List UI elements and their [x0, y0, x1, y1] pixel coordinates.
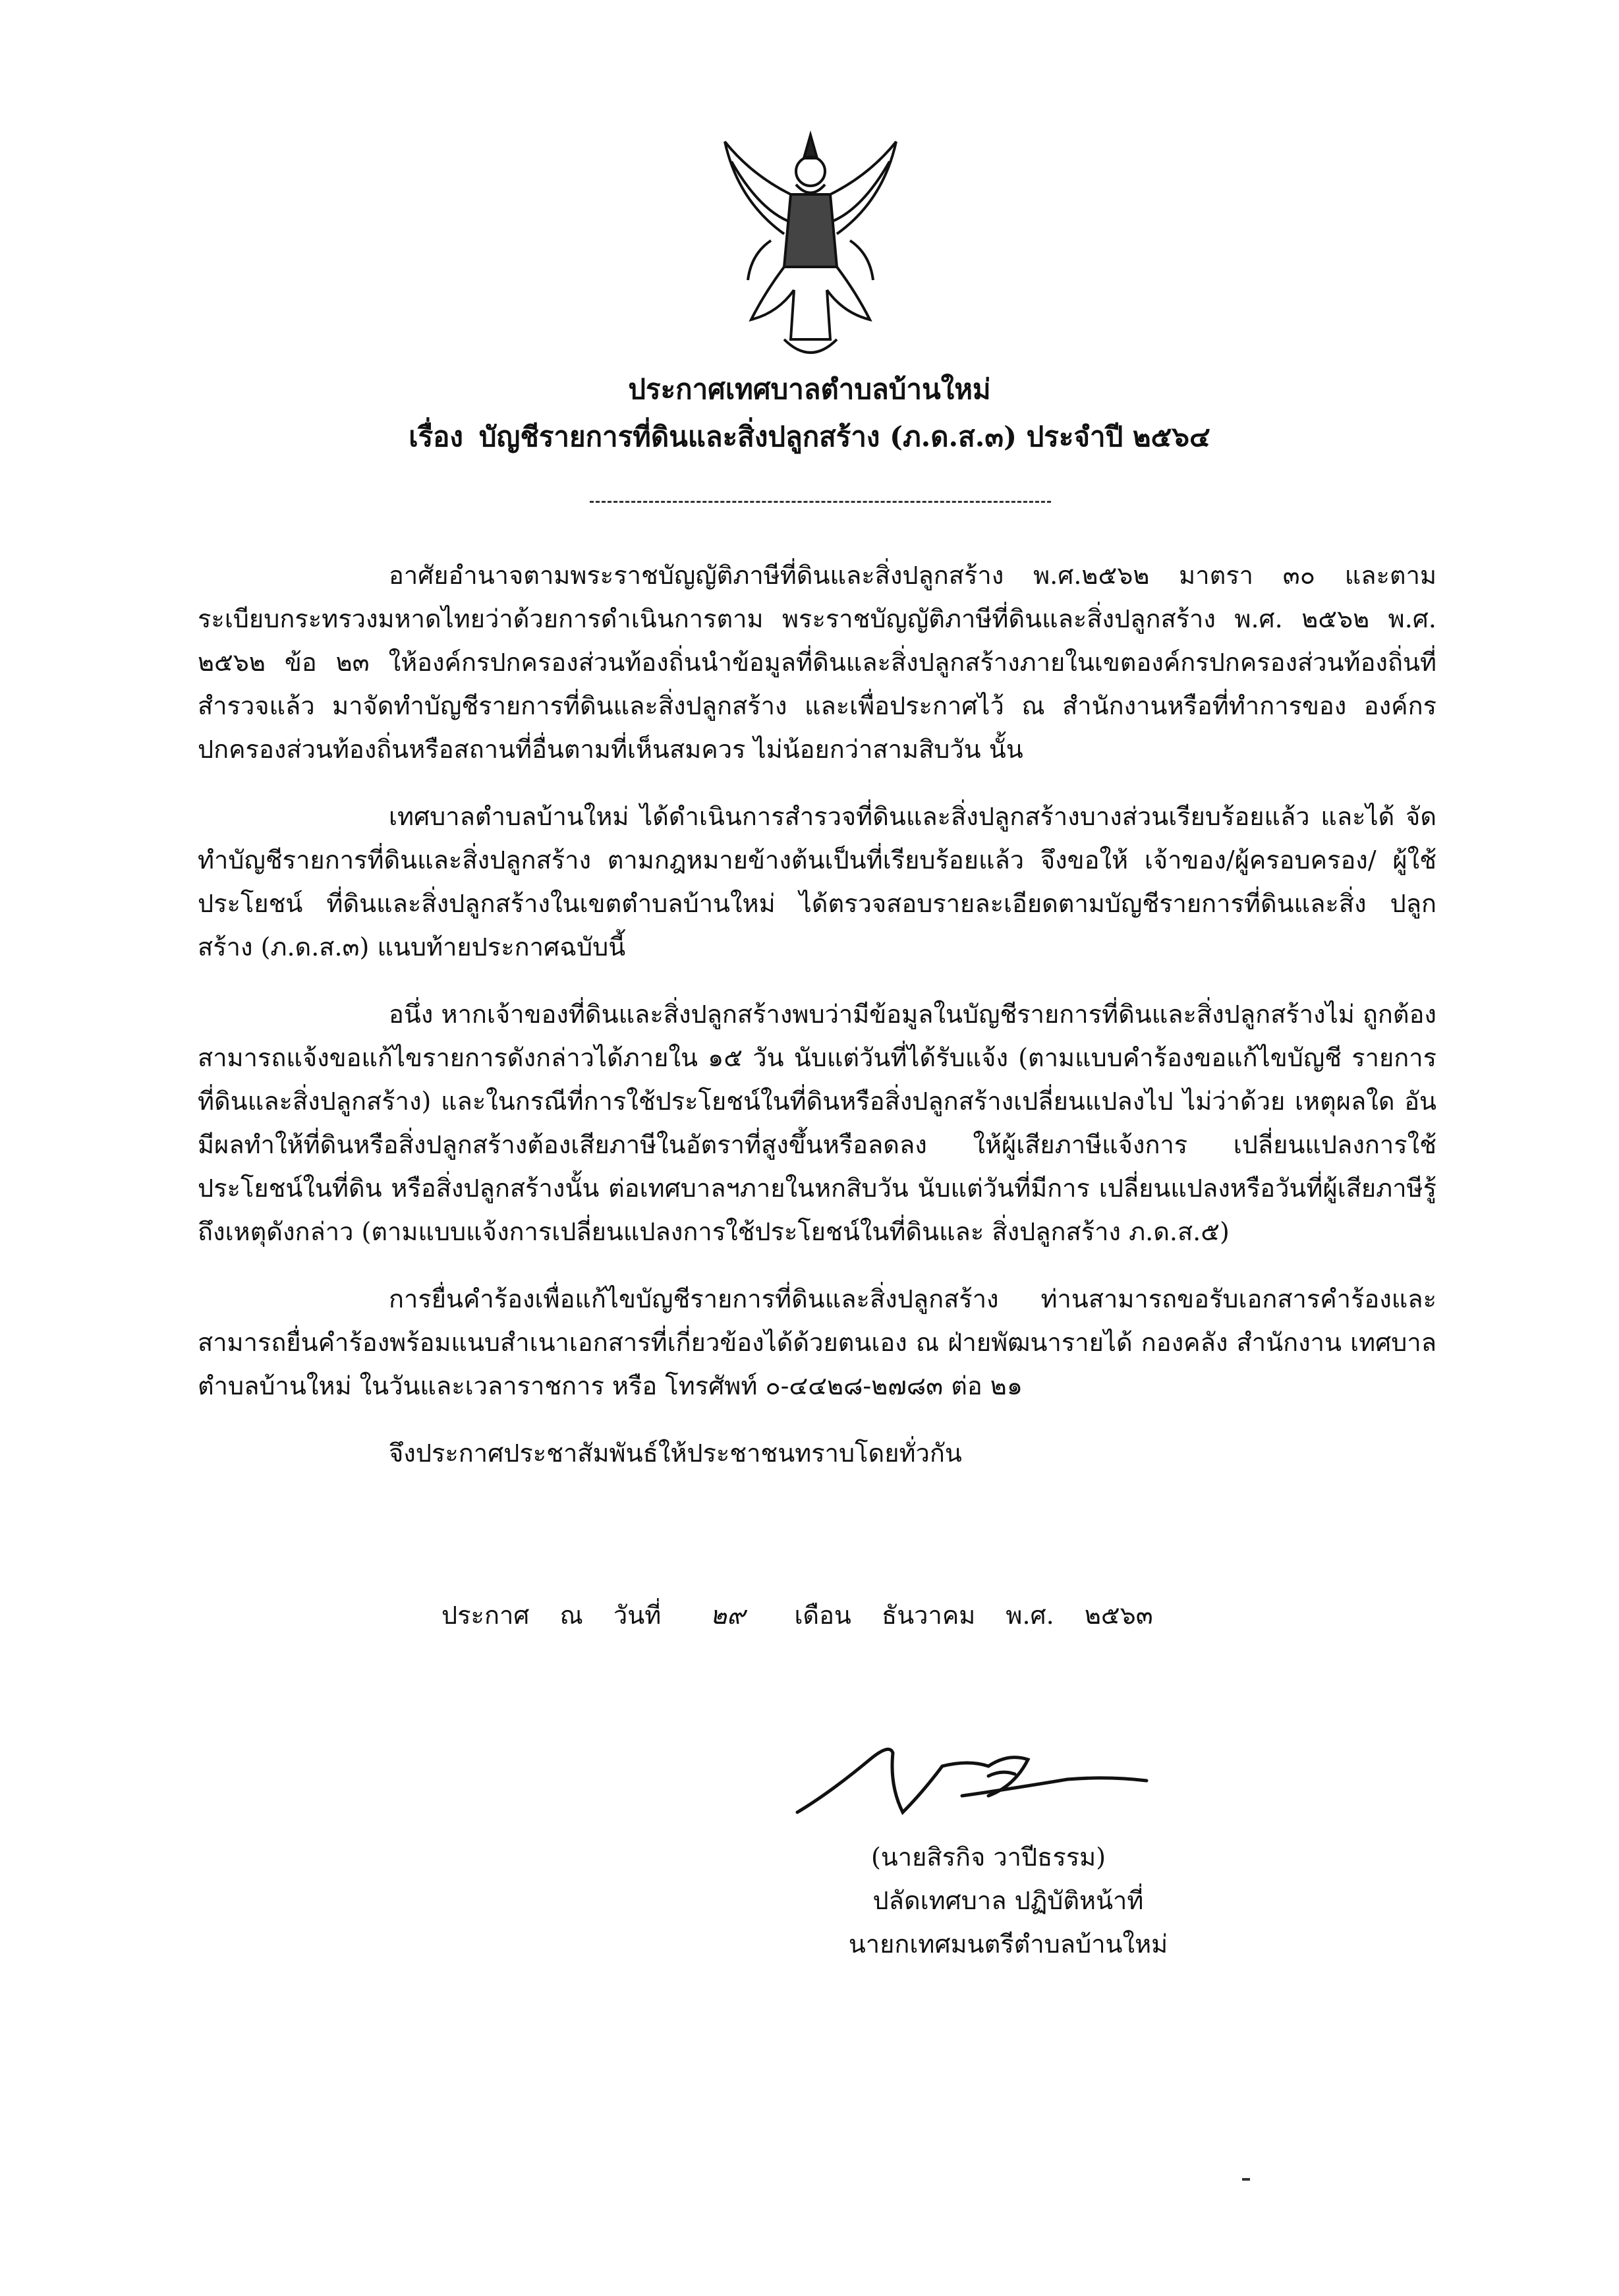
paragraph-correction: อนึ่ง หากเจ้าของที่ดินและสิ่งปลูกสร้างพบว่ามีข้อมูลในบัญชีรายการที่ดินและสิ่งปลูกสร้างไม่ ถูกต้อง สามารถแจ้งขอแก้ไขรายการดังกล่าวได้ภายใน ๑๕ วัน นับแต่วันที่ได้รับแจ้ง (ตามแบบคำร้องขอแก้ไขบัญชี รายการที่ดินและสิ่งปลูกสร้าง) และในกรณีที่การใช้ประโยชน์ในที่ดินหรือสิ่งปลูกสร้างเปลี่ยนแปลงไป ไม่ว่าด้วย เหตุผลใด อันมีผลทำให้ที่ดินหรือสิ่งปลูกสร้างต้องเสียภาษีในอัตราที่สูงขึ้นหรือลดลง ให้ผู้เสียภาษีแจ้งการ เปลี่ยนแปลงการใช้ประโยชน์ในที่ดิน หรือสิ่งปลูกสร้างนั้น ต่อเทศบาลฯภายในหกสิบวัน นับแต่วันที่มีการ เปลี่ยนแปลงหรือวันที่ผู้เสียภาษีรู้ถึงเหตุดังกล่าว (ตามแบบแจ้งการเปลี่ยนแปลงการใช้ประโยชน์ในที่ดินและ สิ่งปลูกสร้าง ภ.ด.ส.๕) — [198, 1000, 1436, 1246]
subject-label: เรื่อง — [409, 420, 463, 453]
paragraph-submission: การยื่นคำร้องเพื่อแก้ไขบัญชีรายการที่ดินและสิ่งปลูกสร้าง ท่านสามารถขอรับเอกสารคำร้องและ สามารถยื่นคำร้องพร้อมแนบสำเนาเอกสารที่เกี่ยวข้องได้ด้วยตนเอง ณ ฝ่ายพัฒนารายได้ กองคลัง สำนักงาน เทศบาลตำบลบ้านใหม่ ในวันและเวลาราชการ หรือ โทรศัพท์ ๐-๔๔๒๘-๒๗๘๓ ต่อ ๒๑ — [198, 1284, 1436, 1400]
announcement-header — [198, 366, 1421, 461]
garuda-emblem-icon — [712, 122, 909, 372]
year-value: ๒๕๖๓ — [1084, 1601, 1153, 1630]
closing-statement: จึงประกาศประชาสัมพันธ์ให้ประชาชนทราบโดยทั่วกัน — [389, 1439, 962, 1468]
signer-position-2: นายกเทศมนตรีตำบลบ้านใหม่ — [848, 1930, 1168, 1959]
announcement-body — [198, 554, 1436, 1475]
at-label: ณ — [559, 1601, 583, 1630]
paragraph-authority: อาศัยอำนาจตามพระราชบัญญัติภาษีที่ดินและสิ่งปลูกสร้าง พ.ศ.๒๕๖๒ มาตรา ๓๐ และตาม ระเบียบกระทรวงมหาดไทยว่าด้วยการดำเนินการตาม พระราชบัญญัติภาษีที่ดินและสิ่งปลูกสร้าง พ.ศ. ๒๕๖๒ พ.ศ. ๒๕๖๒ ข้อ ๒๓ ให้องค์กรปกครองส่วนท้องถิ่นนำข้อมูลที่ดินและสิ่งปลูกสร้างภายในเขตองค์กรปกครองส่วนท้องถิ่นที่สำรวจแล้ว มาจัดทำบัญชีรายการที่ดินและสิ่งปลูกสร้าง และเพื่อประกาศไว้ ณ สำนักงานหรือที่ทำการของ องค์กรปกครองส่วนท้องถิ่นหรือสถานที่อื่นตามที่เห็นสมควร ไม่น้อยกว่าสามสิบวัน นั้น — [198, 561, 1436, 764]
handwritten-signature-icon — [791, 1713, 1160, 1839]
dashed-divider — [590, 501, 1051, 503]
paragraph-survey: เทศบาลตำบลบ้านใหม่ ได้ดำเนินการสำรวจที่ดินและสิ่งปลูกสร้างบางส่วนเรียบร้อยแล้ว และได้ จัดทำบัญชีรายการที่ดินและสิ่งปลูกสร้าง ตามกฎหมายข้างต้นเป็นที่เรียบร้อยแล้ว จึงขอให้ เจ้าของ/ผู้ครอบครอง/ ผู้ใช้ประโยชน์ ที่ดินและสิ่งปลูกสร้างในเขตตำบลบ้านใหม่ ได้ตรวจสอบรายละเอียดตามบัญชีรายการที่ดินและสิ่ง ปลูกสร้าง (ภ.ด.ส.๓) แนบท้ายประกาศฉบับนี้ — [198, 802, 1436, 961]
era-label: พ.ศ. — [1006, 1601, 1054, 1630]
announce-label: ประกาศ — [441, 1601, 530, 1630]
announcement-subject — [198, 413, 1421, 461]
page-mark — [1242, 2178, 1250, 2181]
signer-position-1: ปลัดเทศบาล ปฏิบัติหน้าที่ — [872, 1886, 1144, 1915]
month-label: เดือน — [794, 1601, 851, 1630]
announcement-date — [441, 1595, 1176, 1635]
handwritten-day: ๒๙ — [710, 1601, 745, 1630]
subject-text: บัญชีรายการที่ดินและสิ่งปลูกสร้าง (ภ.ด.ส.๓) ประจำปี ๒๕๖๔ — [478, 420, 1210, 453]
signature-block — [725, 1835, 1252, 1966]
signer-name: (นายสิรกิจ วาปีธรรม) — [870, 1843, 1106, 1872]
day-label: วันที่ — [613, 1601, 662, 1630]
month-value: ธันวาคม — [882, 1601, 976, 1630]
announcement-title: ประกาศเทศบาลตำบลบ้านใหม่ — [628, 373, 991, 405]
